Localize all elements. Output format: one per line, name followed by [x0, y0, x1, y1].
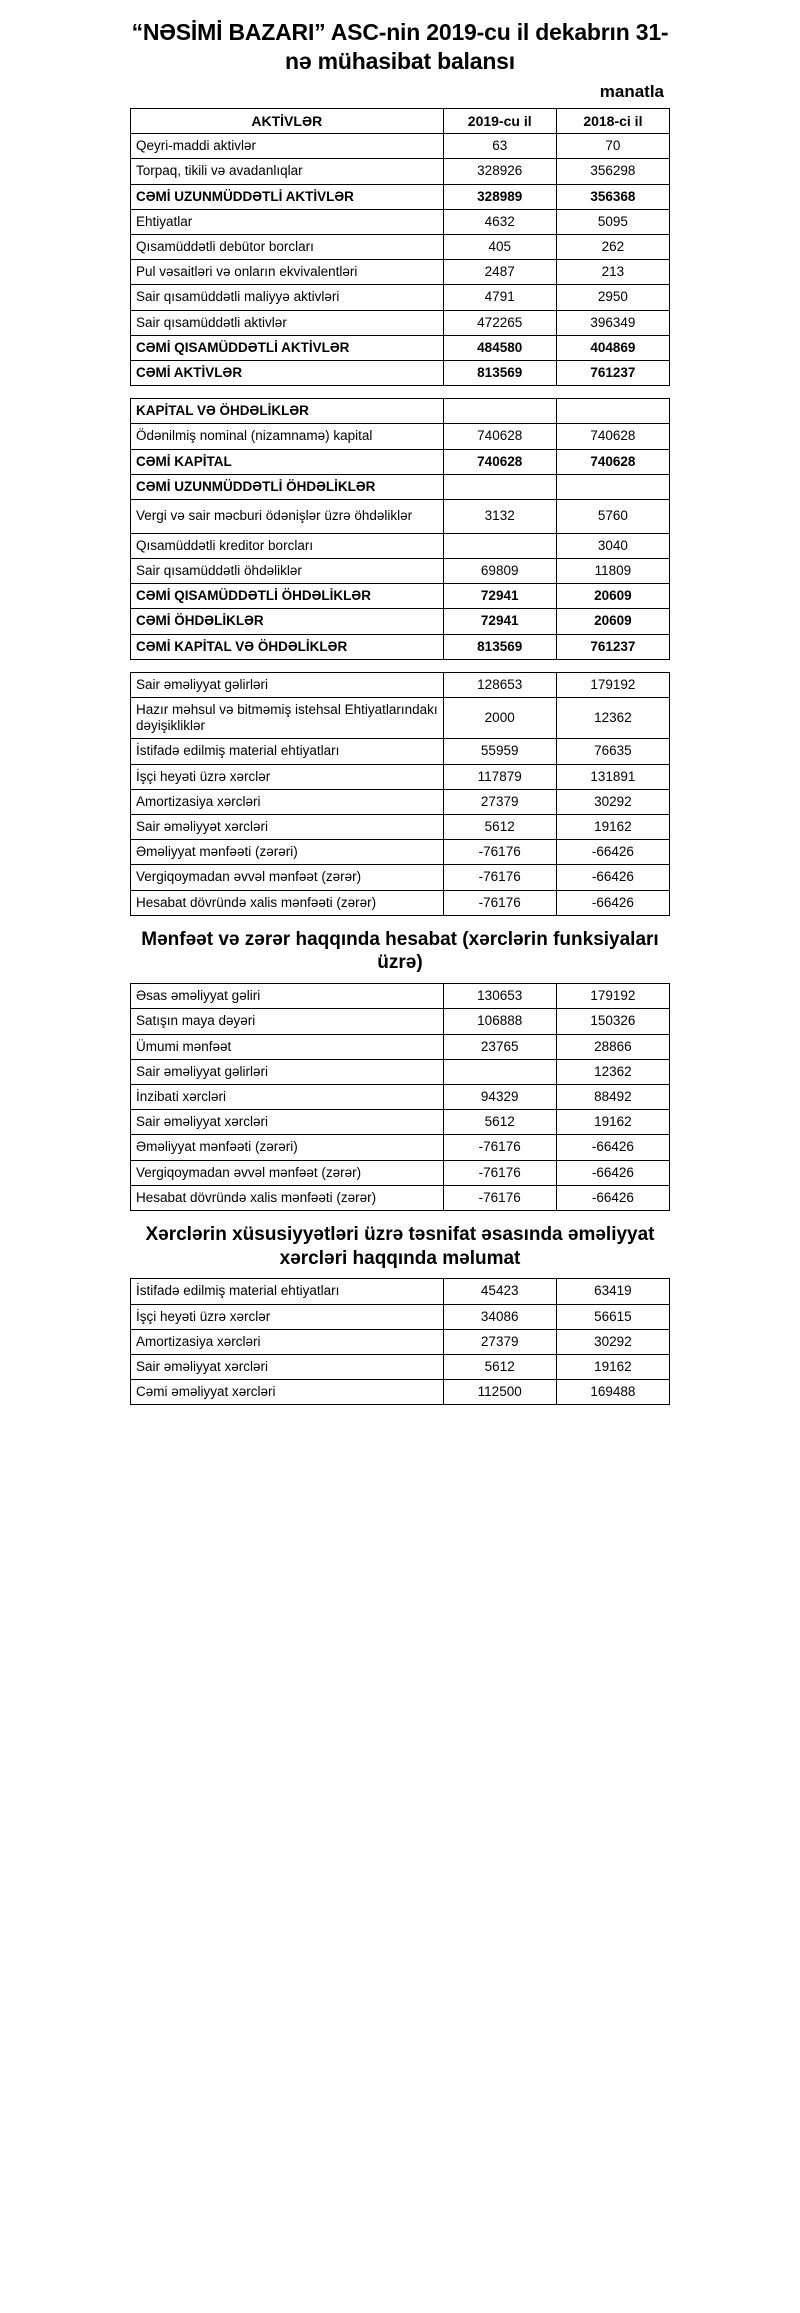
row-value-2019: 69809 [443, 559, 556, 584]
row-value-2019: -76176 [443, 840, 556, 865]
row-value-2018: 213 [556, 260, 669, 285]
row-label: İstifadə edilmiş material ehtiyatları [131, 1279, 444, 1304]
row-value-2019: 27379 [443, 1329, 556, 1354]
balance-sheet-assets-table [130, 108, 670, 387]
unit-label: manatla [599, 81, 664, 101]
row-value-2018: 2950 [556, 285, 669, 310]
row-value-2019 [443, 399, 556, 424]
row-label: Qısamüddətli kreditor borcları [131, 533, 444, 558]
table-row [131, 1110, 670, 1135]
row-value-2018 [556, 399, 669, 424]
row-value-2018: 88492 [556, 1084, 669, 1109]
table-row [131, 840, 670, 865]
row-value-2019 [443, 533, 556, 558]
row-label: CƏMİ UZUNMÜDDƏTLİ AKTİVLƏR [131, 184, 444, 209]
row-label: Qeyri-maddi aktivlər [131, 134, 444, 159]
row-value-2019: -76176 [443, 1135, 556, 1160]
row-label: CƏMİ QISAMÜDDƏTLİ AKTİVLƏR [131, 335, 444, 360]
row-value-2019: 106888 [443, 1009, 556, 1034]
table-row [131, 814, 670, 839]
row-label: Əməliyyat mənfəəti (zərəri) [131, 1135, 444, 1160]
row-label: Sair əməliyyət xərcləri [131, 814, 444, 839]
row-value-2019 [443, 1059, 556, 1084]
page-title: “NƏSİMİ BAZARI” ASC-nin 2019-cu il dekabrın 31-nə mühasibat balansı [131, 19, 669, 74]
table-row [131, 1034, 670, 1059]
row-value-2018 [556, 474, 669, 499]
row-value-2018: 70 [556, 134, 669, 159]
row-value-2019: 472265 [443, 310, 556, 335]
row-value-2018: -66426 [556, 1185, 669, 1210]
row-value-2019: 813569 [443, 360, 556, 385]
row-label: Satışın maya dəyəri [131, 1009, 444, 1034]
row-value-2019: 5612 [443, 1354, 556, 1379]
table-header-row [131, 108, 670, 134]
row-label: Hesabat dövründə xalis mənfəəti (zərər) [131, 890, 444, 915]
row-value-2019: 27379 [443, 789, 556, 814]
row-label: Sair əməliyyat gəlirləri [131, 672, 444, 697]
row-label: Hazır məhsul və bitməmiş istehsal Ehtiyatlarındakı dəyişikliklər [131, 698, 444, 739]
column-header-label: AKTİVLƏR [131, 108, 444, 134]
table-row [131, 865, 670, 890]
income-by-nature-table [130, 672, 670, 916]
row-value-2018: 63419 [556, 1279, 669, 1304]
table-row [131, 764, 670, 789]
row-value-2018: 150326 [556, 1009, 669, 1034]
row-value-2018: 740628 [556, 424, 669, 449]
row-value-2019: 328989 [443, 184, 556, 209]
table-row [131, 672, 670, 697]
row-value-2018: 5095 [556, 209, 669, 234]
table-row [131, 1329, 670, 1354]
row-value-2019: 2487 [443, 260, 556, 285]
row-value-2018: -66426 [556, 890, 669, 915]
row-value-2018: -66426 [556, 865, 669, 890]
table-row [131, 739, 670, 764]
row-label: Əməliyyat mənfəəti (zərəri) [131, 840, 444, 865]
row-label: KAPİTAL VƏ ÖHDƏLİKLƏR [131, 399, 444, 424]
row-value-2018: 262 [556, 235, 669, 260]
table-row [131, 789, 670, 814]
row-value-2019: -76176 [443, 865, 556, 890]
row-label: CƏMİ QISAMÜDDƏTLİ ÖHDƏLİKLƏR [131, 584, 444, 609]
row-value-2018: 169488 [556, 1380, 669, 1405]
row-value-2019: 130653 [443, 984, 556, 1009]
row-label: Ehtiyatlar [131, 209, 444, 234]
row-value-2018: 396349 [556, 310, 669, 335]
row-value-2019: 328926 [443, 159, 556, 184]
table-row [131, 260, 670, 285]
table-row [131, 499, 670, 533]
row-value-2019: 740628 [443, 449, 556, 474]
column-header-2019: 2019-cu il [443, 108, 556, 134]
table-row [131, 474, 670, 499]
row-value-2018: 20609 [556, 584, 669, 609]
table-row [131, 134, 670, 159]
row-label: Qısamüddətli debütor borcları [131, 235, 444, 260]
row-label: CƏMİ AKTİVLƏR [131, 360, 444, 385]
row-value-2019: 72941 [443, 584, 556, 609]
row-label: Əsas əməliyyat gəliri [131, 984, 444, 1009]
row-value-2019: 45423 [443, 1279, 556, 1304]
row-label: CƏMİ KAPİTAL [131, 449, 444, 474]
row-value-2018: 12362 [556, 1059, 669, 1084]
row-value-2019: 5612 [443, 1110, 556, 1135]
table-row [131, 984, 670, 1009]
table-row [131, 1059, 670, 1084]
row-value-2018: 19162 [556, 814, 669, 839]
table-row [131, 399, 670, 424]
table-row [131, 1279, 670, 1304]
row-value-2019: 128653 [443, 672, 556, 697]
row-label: Sair qısamüddətli öhdəliklər [131, 559, 444, 584]
row-label: CƏMİ UZUNMÜDDƏTLİ ÖHDƏLİKLƏR [131, 474, 444, 499]
row-value-2018: 356298 [556, 159, 669, 184]
row-value-2018: -66426 [556, 1160, 669, 1185]
row-label: Sair əməliyyat xərcləri [131, 1110, 444, 1135]
row-value-2018: -66426 [556, 1135, 669, 1160]
table-row [131, 1185, 670, 1210]
table-row [131, 1009, 670, 1034]
operating-expenses-title: Xərclərin xüsusiyyətləri üzrə təsnifat əsasında əməliyyat xərcləri haqqında məlumat [145, 1223, 655, 1269]
table-row [131, 559, 670, 584]
table-row [131, 634, 670, 659]
row-value-2019: 405 [443, 235, 556, 260]
table-row [131, 609, 670, 634]
row-value-2018: 76635 [556, 739, 669, 764]
row-label: Vergiqoymadan əvvəl mənfəət (zərər) [131, 865, 444, 890]
row-label: Ümumi mənfəət [131, 1034, 444, 1059]
row-value-2018: 131891 [556, 764, 669, 789]
row-value-2018: 12362 [556, 698, 669, 739]
row-value-2018: 28866 [556, 1034, 669, 1059]
row-value-2018: 404869 [556, 335, 669, 360]
row-label: Sair qısamüddətli aktivlər [131, 310, 444, 335]
table-row [131, 424, 670, 449]
row-value-2018: 30292 [556, 1329, 669, 1354]
row-value-2018: 19162 [556, 1354, 669, 1379]
row-value-2019: 112500 [443, 1380, 556, 1405]
row-label: Sair əməliyyat gəlirləri [131, 1059, 444, 1084]
row-value-2019: -76176 [443, 890, 556, 915]
table-row [131, 1354, 670, 1379]
table-row [131, 159, 670, 184]
row-label: İstifadə edilmiş material ehtiyatları [131, 739, 444, 764]
table-row [131, 533, 670, 558]
table-row [131, 1084, 670, 1109]
row-value-2018: 761237 [556, 360, 669, 385]
row-value-2018: 30292 [556, 789, 669, 814]
row-label: Torpaq, tikili və avadanlıqlar [131, 159, 444, 184]
column-header-2018: 2018-ci il [556, 108, 669, 134]
row-value-2019: 117879 [443, 764, 556, 789]
row-label: İşçi heyəti üzrə xərclər [131, 764, 444, 789]
row-value-2019: 3132 [443, 499, 556, 533]
row-value-2019: -76176 [443, 1185, 556, 1210]
row-value-2018: 179192 [556, 672, 669, 697]
row-value-2019: 23765 [443, 1034, 556, 1059]
row-value-2019: 4791 [443, 285, 556, 310]
table-row [131, 1304, 670, 1329]
table-row [131, 1135, 670, 1160]
row-value-2018: 740628 [556, 449, 669, 474]
row-value-2019: 94329 [443, 1084, 556, 1109]
row-value-2018: 3040 [556, 533, 669, 558]
row-value-2019 [443, 474, 556, 499]
row-value-2018: 356368 [556, 184, 669, 209]
row-label: İşçi heyəti üzrə xərclər [131, 1304, 444, 1329]
row-value-2019: 55959 [443, 739, 556, 764]
row-label: Sair qısamüddətli maliyyə aktivləri [131, 285, 444, 310]
row-label: CƏMİ KAPİTAL VƏ ÖHDƏLİKLƏR [131, 634, 444, 659]
row-label: Vergi və sair məcburi ödənişlər üzrə öhdəliklər [131, 499, 444, 533]
row-value-2019: 2000 [443, 698, 556, 739]
table-row [131, 698, 670, 739]
row-value-2018: 56615 [556, 1304, 669, 1329]
row-value-2018: 19162 [556, 1110, 669, 1135]
table-row [131, 449, 670, 474]
row-value-2019: 4632 [443, 209, 556, 234]
table-row [131, 1160, 670, 1185]
row-value-2018: 179192 [556, 984, 669, 1009]
row-label: Amortizasiya xərcləri [131, 1329, 444, 1354]
table-row [131, 890, 670, 915]
row-value-2019: 813569 [443, 634, 556, 659]
row-value-2019: 484580 [443, 335, 556, 360]
row-value-2018: 761237 [556, 634, 669, 659]
table-row [131, 360, 670, 385]
row-value-2019: 63 [443, 134, 556, 159]
row-label: Sair əməliyyat xərcləri [131, 1354, 444, 1379]
row-value-2018: 5760 [556, 499, 669, 533]
row-label: Pul vəsaitləri və onların ekvivalentləri [131, 260, 444, 285]
row-label: Hesabat dövründə xalis mənfəəti (zərər) [131, 1185, 444, 1210]
row-label: Vergiqoymadan əvvəl mənfəət (zərər) [131, 1160, 444, 1185]
table-row [131, 335, 670, 360]
row-value-2019: 34086 [443, 1304, 556, 1329]
row-label: Cəmi əməliyyat xərcləri [131, 1380, 444, 1405]
table-row [131, 1380, 670, 1405]
row-value-2018: 20609 [556, 609, 669, 634]
income-by-function-title: Mənfəət və zərər haqqında hesabat (xərclərin funksiyaları üzrə) [141, 928, 659, 974]
row-label: Ödənilmiş nominal (nizamnamə) kapital [131, 424, 444, 449]
table-row [131, 285, 670, 310]
row-value-2018: 11809 [556, 559, 669, 584]
table-row [131, 584, 670, 609]
row-value-2019: 72941 [443, 609, 556, 634]
balance-sheet-liabilities-table [130, 398, 670, 660]
row-value-2019: 5612 [443, 814, 556, 839]
table-row [131, 235, 670, 260]
row-label: CƏMİ ÖHDƏLİKLƏR [131, 609, 444, 634]
table-row [131, 184, 670, 209]
row-value-2019: 740628 [443, 424, 556, 449]
row-label: Amortizasiya xərcləri [131, 789, 444, 814]
table-row [131, 310, 670, 335]
operating-expenses-table [130, 1278, 670, 1405]
row-value-2019: -76176 [443, 1160, 556, 1185]
table-row [131, 209, 670, 234]
row-label: İnzibati xərcləri [131, 1084, 444, 1109]
row-value-2018: -66426 [556, 840, 669, 865]
income-by-function-table [130, 983, 670, 1211]
